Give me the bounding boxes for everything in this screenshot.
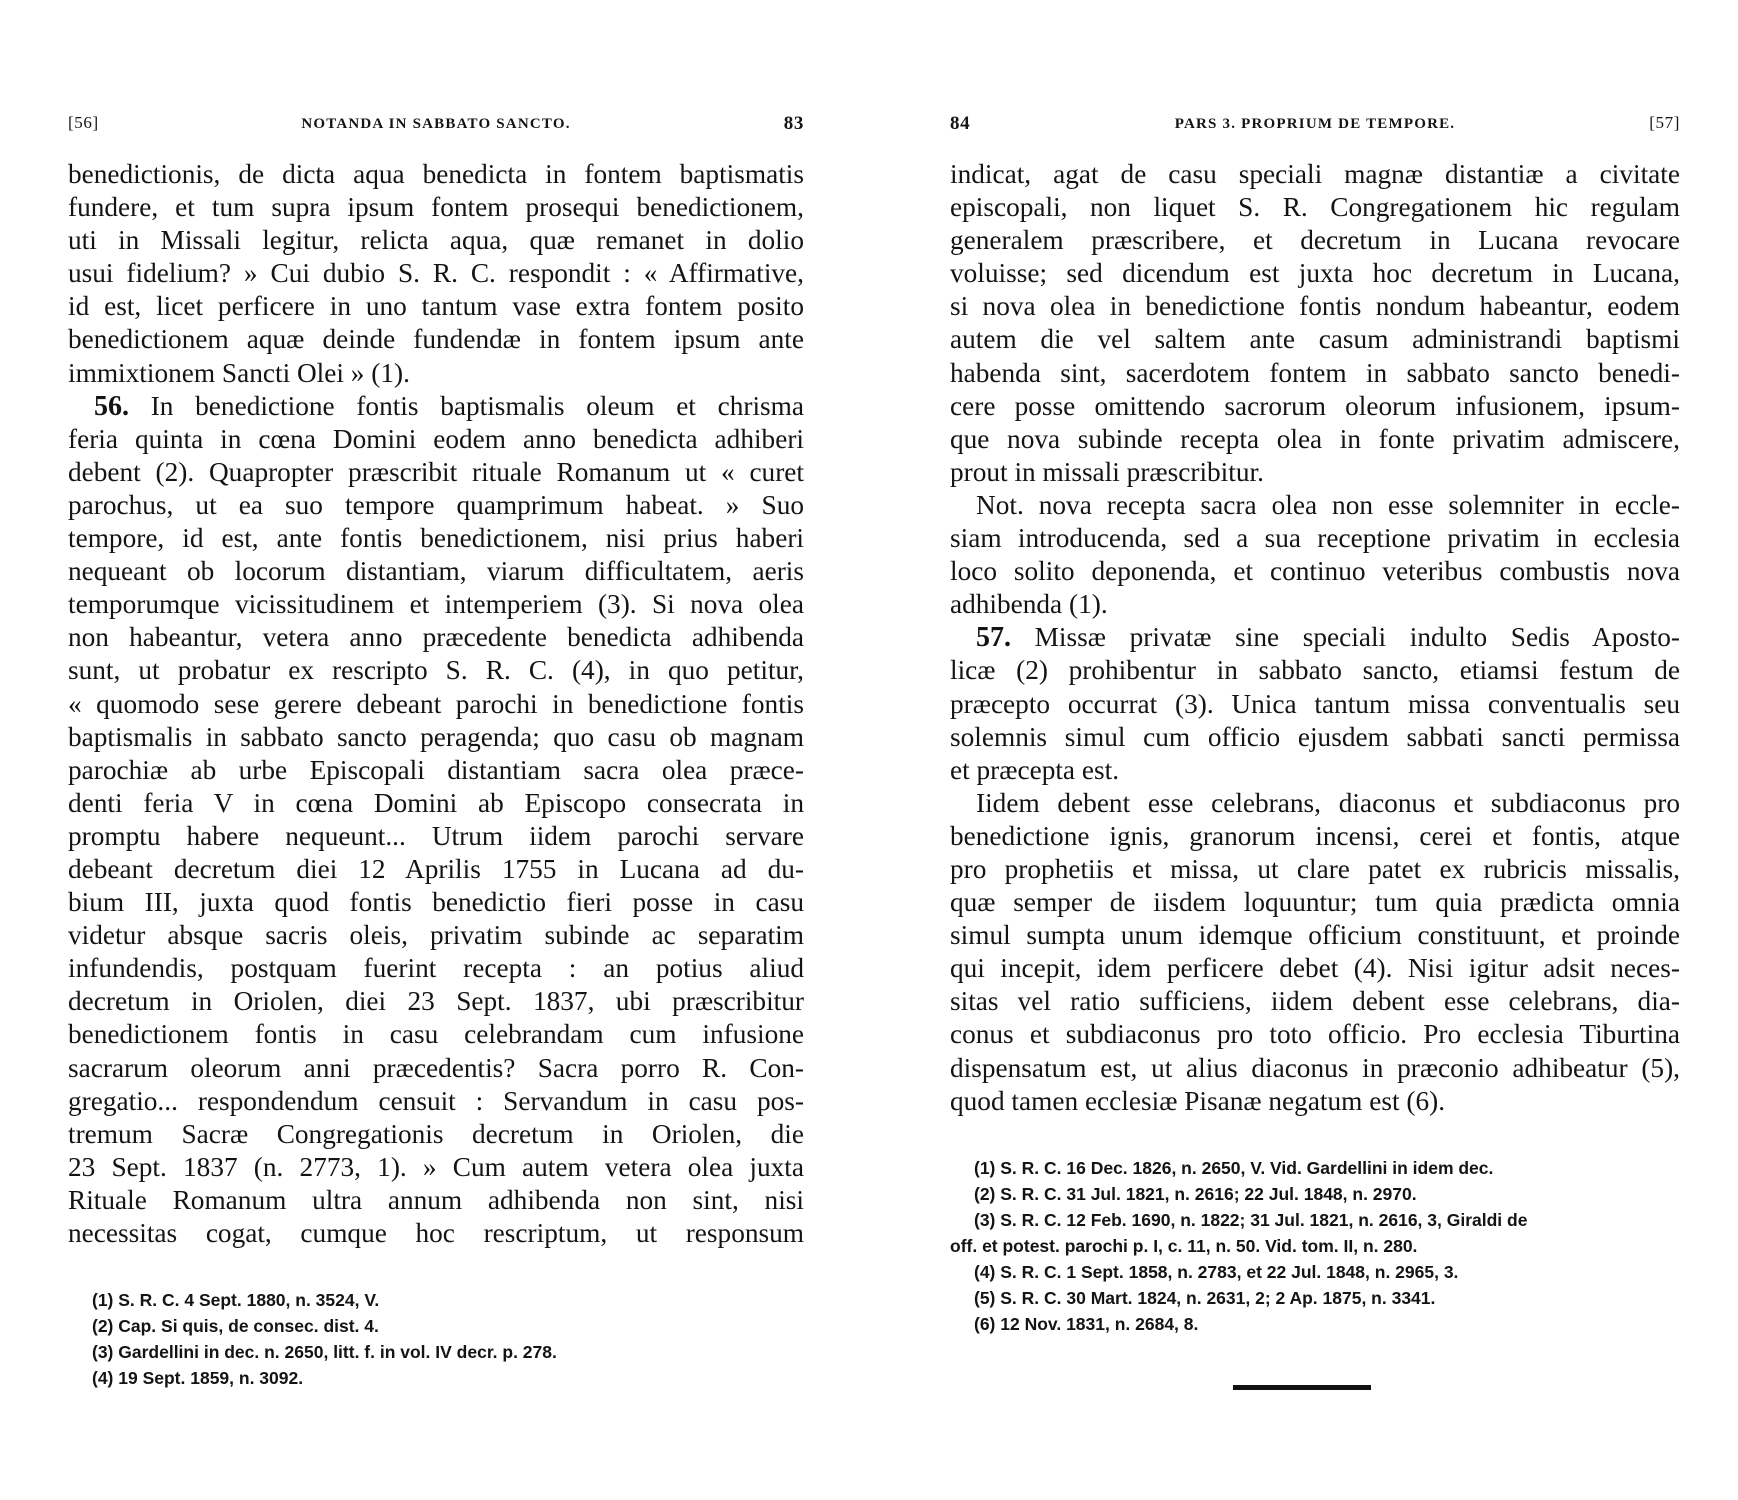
text-line: promptu habere nequeunt... Utrum iidem parochi servare	[68, 820, 804, 851]
footnotes	[68, 1287, 804, 1391]
text-line: debeant decretum diei 12 Aprilis 1755 in Lucana ad du-	[68, 853, 804, 884]
footnotes	[950, 1155, 1680, 1337]
text-line: conus et subdiaconus pro toto officio. Pro ecclesia Tiburtina	[950, 1019, 1680, 1050]
text-line: « quomodo sese gerere debeant parochi in benedictione fontis	[68, 688, 804, 719]
body-text	[950, 158, 1680, 1118]
text-line: loco solito deponenda, et continuo veteribus combustis nova	[950, 556, 1680, 587]
text-line: qui incepit, idem perficere debet (4). Nisi igitur adsit neces-	[950, 953, 1680, 984]
page-number: 83	[783, 113, 804, 134]
text-line: Iidem debent esse celebrans, diaconus et subdiaconus pro	[976, 787, 1680, 818]
end-rule	[1233, 1385, 1371, 1390]
right-page	[950, 0, 1680, 1500]
text-line: si nova olea in benedictione fontis nondum habeantur, eodem	[950, 291, 1680, 322]
text-line: usui fidelium? » Cui dubio S. R. C. respondit : « Affirmative,	[68, 258, 804, 289]
footnote: (2) Cap. Si quis, de consec. dist. 4.	[92, 1316, 379, 1336]
text-line: solemnis simul cum officio ejusdem sabbati sancti permissa	[950, 721, 1680, 752]
text-line: generalem præscribere, et decretum in Lucana revocare	[950, 225, 1680, 256]
text-line: temporumque vicissitudinem et intemperiem (3). Si nova olea	[68, 589, 804, 620]
text-line: adhibenda (1).	[950, 589, 1108, 620]
text-line: immixtionem Sancti Olei » (1).	[68, 357, 410, 388]
text-line: uti in Missali legitur, relicta aqua, quæ remanet in dolio	[68, 225, 804, 256]
page-number: 84	[950, 113, 971, 134]
text-line: videtur absque sacris oleis, privatim subinde ac separatim	[68, 920, 804, 951]
text-line: necessitas cogat, cumque hoc rescriptum, ut responsum	[68, 1218, 804, 1248]
text-line: benedictionis, de dicta aqua benedicta in fontem baptismatis	[68, 159, 804, 189]
text-line: que nova subinde recepta olea in fonte privatim admiscere,	[950, 423, 1680, 454]
text-line: infundendis, postquam fuerint recepta : an potius aliud	[68, 953, 804, 984]
paragraph-start	[950, 621, 1680, 654]
text-line: episcopali, non liquet S. R. Congregationem hic regulam	[950, 192, 1680, 223]
text-line: siam introducenda, sed a sua receptione privatim in ecclesia	[950, 523, 1680, 554]
running-header	[68, 113, 804, 139]
text-line: prout in missali præscribitur.	[950, 456, 1264, 487]
paragraph-number: 57.	[976, 622, 1011, 654]
footnote: (4) S. R. C. 1 Sept. 1858, n. 2783, et 22 Jul. 1848, n. 2965, 3.	[974, 1262, 1459, 1282]
text-line: id est, licet perficere in uno tantum vase extra fontem posito	[68, 291, 804, 322]
footnote: (1) S. R. C. 16 Dec. 1826, n. 2650, V. Vid. Gardellini in idem dec.	[974, 1158, 1494, 1178]
footnote: (3) S. R. C. 12 Feb. 1690, n. 1822; 31 Jul. 1821, n. 2616, 3, Giraldi de	[974, 1210, 1528, 1230]
text-line: sitas vel ratio sufficiens, iidem debent esse celebrans, dia-	[950, 986, 1680, 1017]
text-line: benedictionem fontis in casu celebrandam cum infusione	[68, 1019, 804, 1050]
text-line: et præcepta est.	[950, 754, 1120, 785]
text-line: quæ semper de iisdem loquuntur; tum quia prædicta omnia	[950, 887, 1680, 918]
left-page	[68, 0, 804, 1500]
body-text	[68, 158, 804, 1250]
text-line: tempore, id est, ante fontis benedictionem, nisi prius haberi	[68, 523, 804, 554]
footnote-continuation: off. et potest. parochi p. I, c. 11, n. 50. Vid. tom. II, n. 280.	[950, 1236, 1418, 1256]
text-line: baptismalis in sabbato sancto peragenda; quo casu ob magnam	[68, 721, 804, 752]
text-line: sacrarum oleorum anni præcedentis? Sacra porro R. Con-	[68, 1052, 804, 1083]
footnote: (4) 19 Sept. 1859, n. 3092.	[92, 1368, 304, 1388]
section-marker: [57]	[1649, 113, 1680, 132]
text-line: præcepto occurrat (3). Unica tantum missa conventualis seu	[950, 688, 1680, 719]
text-line: Not. nova recepta sacra olea non esse solemniter in eccle-	[976, 489, 1680, 520]
text-line: indicat, agat de casu speciali magnæ distantiæ a civitate	[950, 159, 1680, 189]
text-line: simul sumpta unum idemque officium constituunt, et proinde	[950, 920, 1680, 951]
text-line: fundere, et tum supra ipsum fontem prosequi benedictionem,	[68, 192, 804, 223]
text-line: sunt, ut probatur ex rescripto S. R. C. (4), in quo petitur,	[68, 655, 804, 686]
running-title: NOTANDA IN SABBATO SANCTO.	[301, 116, 571, 132]
text-line: bium III, juxta quod fontis benedictio fieri posse in casu	[68, 887, 804, 918]
footnote: (1) S. R. C. 4 Sept. 1880, n. 3524, V.	[92, 1290, 380, 1310]
text-line: parochus, ut ea suo tempore quamprimum habeat. » Suo	[68, 489, 804, 520]
section-marker: [56]	[68, 113, 99, 132]
text-line: voluisse; sed dicendum est juxta hoc decretum in Lucana,	[950, 258, 1680, 289]
running-header	[950, 113, 1680, 139]
text-line: nequeant ob locorum distantiam, viarum difficultatem, aeris	[68, 556, 804, 587]
footnote: (2) S. R. C. 31 Jul. 1821, n. 2616; 22 Jul. 1848, n. 2970.	[974, 1184, 1417, 1204]
footnote: (5) S. R. C. 30 Mart. 1824, n. 2631, 2; 2 Ap. 1875, n. 3341.	[974, 1288, 1436, 1308]
text-line: In benedictione fontis baptismalis oleum et chrisma	[150, 390, 805, 421]
text-line: benedictionem aquæ deinde fundendæ in fontem ipsum ante	[68, 324, 804, 355]
text-line: parochiæ ab urbe Episcopali distantiam sacra olea præce-	[68, 754, 804, 785]
text-line: Rituale Romanum ultra annum adhibenda non sint, nisi	[68, 1184, 804, 1215]
running-title: PARS 3. PROPRIUM DE TEMPORE.	[1174, 116, 1456, 132]
text-line: quod tamen ecclesiæ Pisanæ negatum est (6).	[950, 1085, 1446, 1116]
text-line: debent (2). Quapropter præscribit rituale Romanum ut « curet	[68, 456, 804, 487]
text-line: tremum Sacræ Congregationis decretum in Oriolen, die	[68, 1118, 804, 1149]
paragraph-number: 56.	[94, 390, 129, 422]
text-line: decretum in Oriolen, diei 23 Sept. 1837, ubi præscribitur	[68, 986, 804, 1017]
paragraph-start	[68, 390, 804, 423]
text-line: habenda sint, sacerdotem fontem in sabbato sancto benedi-	[950, 357, 1680, 388]
text-line: cere posse omittendo sacrorum oleorum infusionem, ipsum-	[950, 390, 1680, 421]
footnote: (3) Gardellini in dec. n. 2650, litt. f. in vol. IV decr. p. 278.	[92, 1342, 557, 1362]
text-line: dispensatum est, ut alius diaconus in præconio adhibeatur (5),	[950, 1052, 1680, 1083]
text-line: 23 Sept. 1837 (n. 2773, 1). » Cum autem vetera olea juxta	[68, 1151, 804, 1182]
text-line: autem die vel saltem ante casum administrandi baptismi	[950, 324, 1680, 355]
text-line: benedictione ignis, granorum incensi, cerei et fontis, atque	[950, 820, 1680, 851]
text-line: pro prophetiis et missa, ut clare patet ex rubricis missalis,	[950, 853, 1680, 884]
text-line: gregatio... respondendum censuit : Servandum in casu pos-	[68, 1085, 804, 1116]
text-line: feria quinta in cœna Domini eodem anno benedicta adhiberi	[68, 423, 804, 454]
text-line: non habeantur, vetera anno præcedente benedicta adhibenda	[68, 622, 804, 653]
text-line: denti feria V in cœna Domini ab Episcopo consecrata in	[68, 787, 804, 818]
footnote: (6) 12 Nov. 1831, n. 2684, 8.	[974, 1314, 1199, 1334]
text-line: Missæ privatæ sine speciali indulto Sedis Aposto-	[1034, 622, 1681, 653]
text-line: licæ (2) prohibentur in sabbato sancto, etiamsi festum de	[950, 655, 1680, 686]
